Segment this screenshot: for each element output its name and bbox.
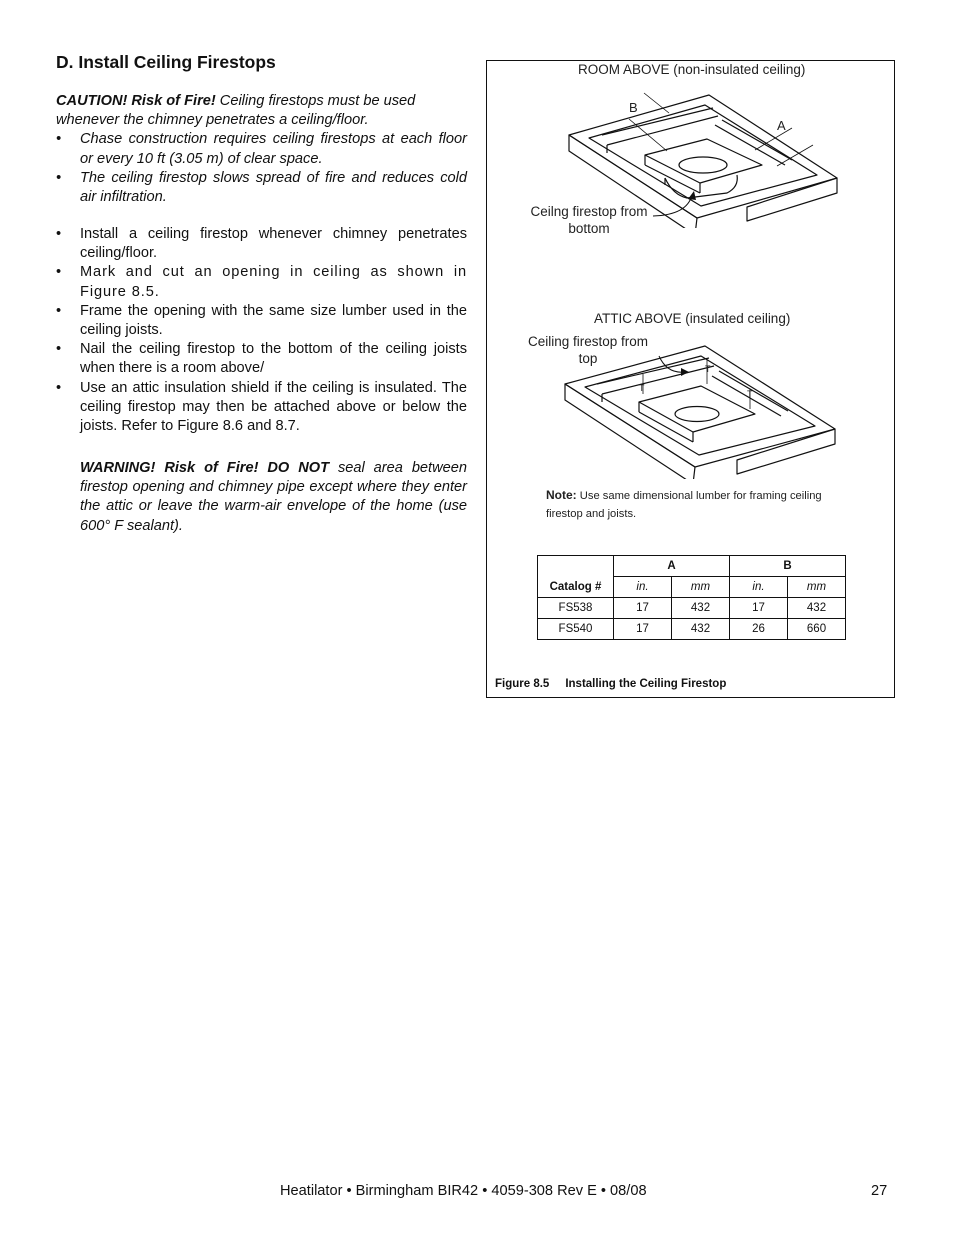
note-text: Use same dimensional lumber for framing ceiling firestop and joists. xyxy=(546,490,822,520)
figure-caption-text: Installing the Ceiling Firestop xyxy=(565,678,727,690)
tick-t-label: T xyxy=(705,364,711,374)
dimension-a-label: A xyxy=(777,118,786,133)
bullet-icon: • xyxy=(56,131,62,148)
table-row xyxy=(538,556,846,577)
caution-bullets xyxy=(56,130,467,207)
step-text: Install a ceiling firestop whenever chimney penetrates ceiling/floor. xyxy=(80,226,467,262)
dimension-b-label: B xyxy=(629,100,638,115)
figure-8-5 xyxy=(486,60,895,698)
callout-line: Ceilng firestop from xyxy=(530,204,648,219)
header-group-a: A xyxy=(614,556,730,577)
table-cell: 17 xyxy=(614,619,672,640)
bullet-icon: • xyxy=(56,341,62,358)
step-text: Use an attic insulation shield if the ceiling is insulated. The ceiling firestop may then be attached above or below the joists. Refer to Figure 8.6 and 8.7. xyxy=(80,379,467,435)
tick-t-label: T xyxy=(747,389,753,399)
table-cell: FS540 xyxy=(538,619,614,640)
warning-block xyxy=(80,459,467,536)
header-unit: in. xyxy=(614,577,672,598)
header-group-b: B xyxy=(730,556,846,577)
table-cell: 17 xyxy=(614,598,672,619)
step-text: Frame the opening with the same size lumber used in the ceiling joists. xyxy=(80,302,467,339)
caution-bullet-text: The ceiling firestop slows spread of fire and reduces cold air infiltration. xyxy=(80,169,467,206)
bullet-icon: • xyxy=(56,302,62,319)
warning-lead: WARNING! Risk of Fire! DO NOT xyxy=(80,460,330,476)
framing-note xyxy=(546,486,846,523)
header-unit: in. xyxy=(730,577,788,598)
install-steps xyxy=(56,225,467,436)
list-item xyxy=(56,302,467,340)
header-unit: mm xyxy=(788,577,846,598)
section-title: D. Install Ceiling Firestops xyxy=(56,52,276,72)
table-cell: 432 xyxy=(672,619,730,640)
page-footer: Heatilator • Birmingham BIR42 • 4059-308 Rev E • 08/08 xyxy=(280,1183,647,1199)
table-cell: 17 xyxy=(730,598,788,619)
attic-above-framing-drawing xyxy=(547,334,847,479)
step-text: Nail the ceiling firestop to the bottom of the ceiling joists when there is a room above/ xyxy=(80,341,467,377)
callout-line: Ceiling firestop from xyxy=(527,334,649,349)
page-number: 27 xyxy=(871,1183,888,1199)
attic-above-label: ATTIC ABOVE (insulated ceiling) xyxy=(594,311,791,326)
warning-text: seal area between firestop opening and chimney pipe except where they enter the attic or leave the warm-air envelope of the home (use 600° F sealant). xyxy=(80,460,467,534)
caution-block xyxy=(56,92,467,207)
bullet-icon: • xyxy=(56,226,62,242)
caution-lead: CAUTION! Risk of Fire! xyxy=(56,93,216,109)
figure-caption xyxy=(495,678,726,690)
firestop-dimension-table xyxy=(537,555,846,640)
bullet-icon: • xyxy=(56,264,62,281)
list-item xyxy=(56,263,467,301)
bullet-icon: • xyxy=(56,169,62,186)
list-item xyxy=(56,225,467,263)
table-cell: 432 xyxy=(788,598,846,619)
caution-bullet-text: Chase construction requires ceiling firestops at each floor or every 10 ft (3.05 m) of clear space. xyxy=(80,131,467,167)
room-above-callout xyxy=(524,203,654,237)
caution-text: Ceiling firestops must be used whenever the chimney penetrates a ceiling/floor. xyxy=(56,93,416,129)
bullet-icon: • xyxy=(56,379,62,396)
room-above-label: ROOM ABOVE (non-insulated ceiling) xyxy=(578,62,806,77)
callout-line: top xyxy=(578,351,598,366)
note-lead: Note: xyxy=(546,488,577,502)
tick-t-label: T xyxy=(639,383,645,393)
step-text: Mark and cut an opening in ceiling as shown in Figure 8.5. xyxy=(80,264,467,300)
list-item xyxy=(56,340,467,378)
table-cell: 660 xyxy=(788,619,846,640)
table-row xyxy=(538,619,846,640)
list-item xyxy=(56,130,467,168)
table-cell: 432 xyxy=(672,598,730,619)
header-unit: mm xyxy=(672,577,730,598)
list-item xyxy=(56,379,467,437)
list-item xyxy=(56,169,467,207)
figure-number: Figure 8.5 xyxy=(495,678,550,690)
table-cell: FS538 xyxy=(538,598,614,619)
table-cell: 26 xyxy=(730,619,788,640)
callout-line: bottom xyxy=(568,221,610,236)
table-row xyxy=(538,598,846,619)
caution-paragraph xyxy=(56,92,467,130)
header-catalog: Catalog # xyxy=(538,556,614,598)
